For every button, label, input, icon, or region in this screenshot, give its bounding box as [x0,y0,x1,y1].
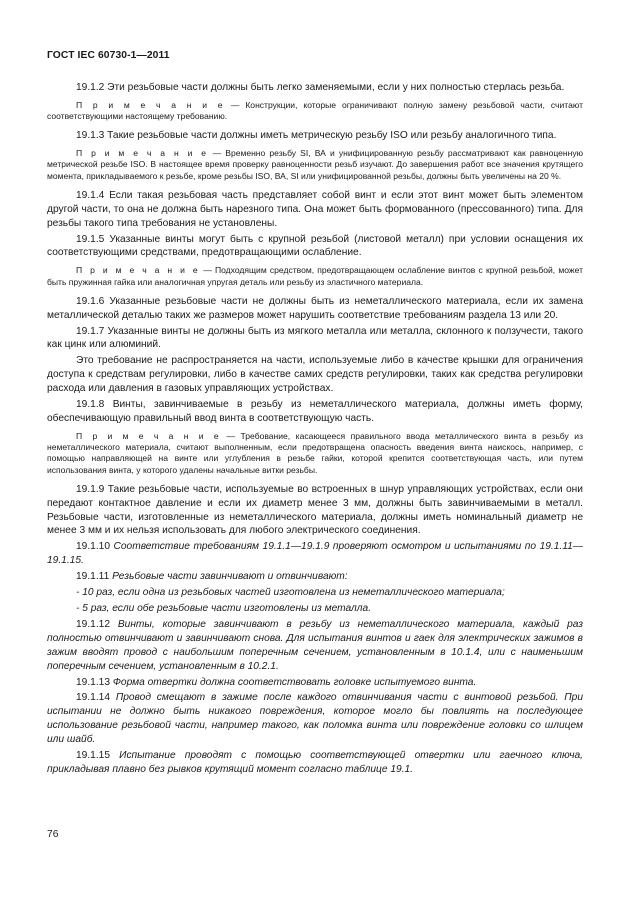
clause-text: Винты, которые завинчивают в резьбу из неметаллического материала, каждый раз полностью отвинчивают и завинчивают снова. Для испытания винтов и гаек для электрических зажимов в зажим вводят провод с наибольшим поперечным сечением, установленным в 10.1.4, или с наименьшим поперечным сечением, установленным в 10.2.1. [47,618,583,672]
clause-text: Соответствие требованиям 19.1.1—19.1.9 проверяют осмотром и испытаниями по 19.1.11—19.1.15. [47,541,583,567]
clause-19-1-4: 19.1.4 Если такая резьбовая часть представляет собой винт и если этот винт может быть элементом другой части, то она не должна быть нарезного типа. Она может быть формованного (прессованного) типа. Для резьбы такого типа требования не установлены. [47,189,583,229]
list-item-5-times [47,602,583,616]
clause-text: Форма отвертки должна соответствовать головке испытуемого винта. [112,676,477,688]
list-item-10-times [47,586,583,600]
clause-number: 19.1.15 [76,750,120,762]
note-2 [47,148,583,182]
clause-19-1-10 [47,540,583,568]
clause-number: 19.1.12 [76,618,118,630]
clause-19-1-11 [47,570,583,584]
note-text: — Конструкции, которые ограничивают полную замену резьбовой части, считают соответствующими настоящему требованию. [47,99,583,122]
clause-number: 19.1.10 [76,541,114,553]
clause-19-1-8: 19.1.8 Винты, завинчиваемые в резьбу из неметаллического материала, должны иметь форму, обеспечивающую правильный ввод винта в соответствующую часть. [47,399,583,425]
note-text: — Временно резьбу SI, ВА и унифицированную резьбу рассматривают как равноценную метрической резьбе ISO. В настоящее время проверку равноценности резьб изучают. До завершения работ все значения крутящего момента, прикладываемого к резьбе, кроме резьбы ISO, ВА, SI или унифицированной резьбы, должны быть увеличены на 20 %. [47,148,584,181]
document-body [47,81,583,779]
clause-19-1-13 [47,676,583,690]
clause-number: 19.1.14 [76,692,116,704]
note-label: П р и м е ч а н и е [76,148,209,159]
note-label: П р и м е ч а н и е [76,430,221,441]
clause-19-1-3: 19.1.3 Такие резьбовые части должны иметь метрическую резьбу ISO или резьбу аналогичного типа. [76,130,557,142]
clause-19-1-6: 19.1.6 Указанные резьбовые части не должны быть из неметаллического материала, если их замена металлической деталью таких же размеров может нарушить соответствие требованиям раздела 13 или 20. [47,295,583,321]
clause-number: 19.1.11 [76,571,113,583]
clause-text: Резьбовые части завинчивают и отвинчивают: [112,571,348,583]
note-label: П р и м е ч а н и е [76,265,201,276]
clause-text: Испытание проводят с помощью соответствующей отвертки или гаечного ключа, прикладывая плавно без рывков крутящий момент согласно таблице 19.1. [47,750,583,775]
list-item-text: - 5 раз, если обе резьбовые части изготовлены из металла. [76,602,372,614]
clause-19-1-5: 19.1.5 Указанные винты могут быть с крупной резьбой (листовой металл) при условии оснащения их соответствующими средствами, предотвращающими ослабление. [47,233,583,259]
clause-19-1-14 [47,691,583,747]
clause-19-1-9: 19.1.9 Такие резьбовые части, используемые во встроенных в шнур управляющих устройствах, если они передают контактное давление и если их диаметр менее 3 мм, должны быть завинчиваемыми в металл. Резьбовые части, изготовленные из неметаллического материала, должны иметь номинальный диаметр не менее 3 мм и их нельзя использовать для любого электрического соединения. [47,483,583,537]
clause-19-1-12 [47,618,583,674]
clause-19-1-2: 19.1.2 Эти резьбовые части должны быть легко заменяемыми, если у них полностью стерлась резьба. [76,82,565,93]
document-header: ГОСТ IEC 60730-1—2011 [47,50,170,61]
clause-number: 19.1.13 [76,676,113,688]
clause-19-1-15 [47,749,583,777]
clause-19-1-7: 19.1.7 Указанные винты не должны быть из мягкого металла или металла, склонного к ползучести, такого как цинк или алюминий. [47,325,583,351]
note-1 [47,100,583,122]
list-item-text: - 10 раз, если одна из резьбовых частей изготовлена из неметаллического материала; [76,587,505,599]
note-3 [47,265,583,287]
note-text: — Подходящим средством, предотвращающем ослабление винтов с крупной резьбой, может быть пружинная гайка или аналогичная упругая деталь или резьбу из эластичного материала. [47,265,583,287]
note-4 [47,431,583,476]
clause-19-1-7-continued: Это требование не распространяется на части, используемые либо в качестве крышки для ограничения доступа к средствам регулировки, либо в качестве самих средств регулировки, таких как средства регулировки расхода или давления в газовых управляющих устройствах. [47,355,583,395]
note-text: — Требование, касающееся правильного ввода металлического винта в резьбу из неметаллического материала, считают выполненным, если предотвращена опасность введения винта наискось, например, с помощью направляющей на винте или углубления в резьбе гайки, которой крепится соответствующая часть, или путем использования винта, у которого удалены начальные витки резьбы. [47,430,583,475]
clause-text: Провод смещают в зажиме после каждого отвинчивания части с винтовой резьбой. При испытании не должно быть никакого повреждения, которое могло бы повлиять на последующее использование резьбовой части, например такого, как поломка винта или повреждение головки со шлицем или шайб. [47,692,584,746]
note-label: П р и м е ч а н и е [76,99,225,110]
page-number: 76 [47,829,59,840]
